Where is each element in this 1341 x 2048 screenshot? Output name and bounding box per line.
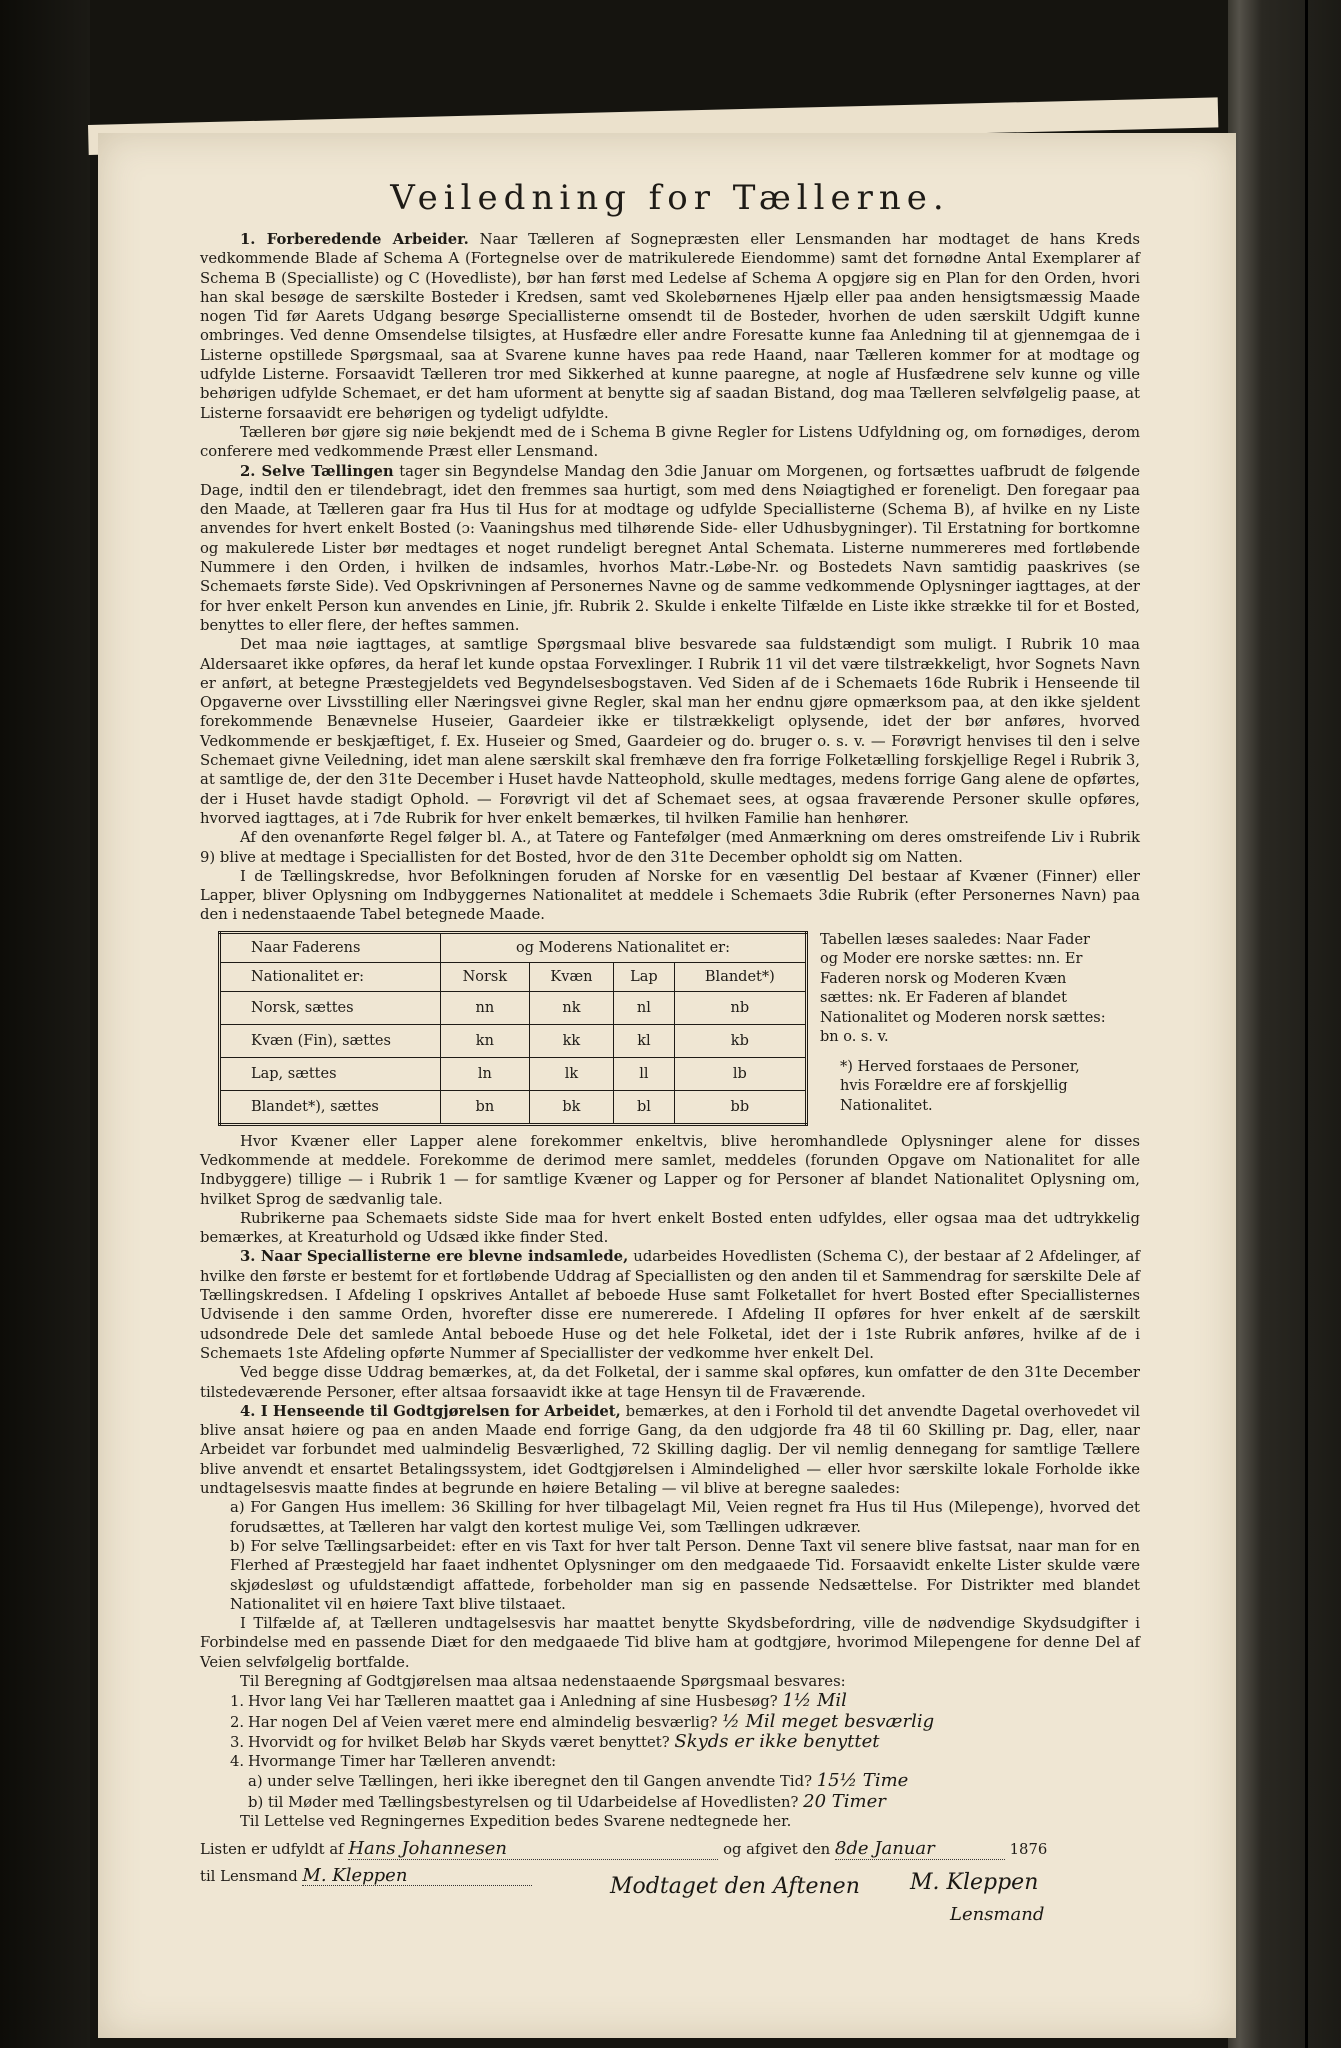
section-2-paragraph-5: Hvor Kvæner eller Lapper alene forekommer enkeltvis, blive heromhandlede Oplysninger alene for disses Vedkommende at meddele. Forekomme de derimod mere samlet, meddeles (forunden Opgave om Nationalitet for alle Indbyggere) tillige — i Rubrik 1 — for samtlige Kvæner og Lapper og for Personer af blandet Nationalitet Oplysning om, hvilket Sprog de sædvanlig tale. [200, 1132, 1140, 1208]
lensmand-line: til Lensmand M. Kleppen [200, 1866, 1140, 1886]
handwritten-lensmand: M. Kleppen [302, 1866, 532, 1886]
handwritten-answer: Skyds er ikke benyttet [674, 1730, 880, 1752]
row-label: Blandet*), sættes [220, 1090, 441, 1124]
table-row [220, 1024, 807, 1057]
section-1-paragraph-2: Tælleren bør gjøre sig nøie bekjendt med de i Schema B givne Regler for Listens Udfyldning og, om fornødiges, derom conferere med vedkommende Præst eller Lensmand. [200, 423, 1140, 461]
handwritten-answer: 15½ Time [816, 1770, 909, 1792]
payment-rule-b: b) For selve Tællingsarbeidet: efter en vis Taxt for hver talt Person. Denne Taxt vil senere blive fastsat, naar man for en Flerhed af Præstegjeld har faaet indhentet Oplysninger om den medgaaede Tid. Forsaavidt enkelte Lister skulde være skjødesløst og ufuldstændigt affattede, forbeholder man sig en passende Nedsættelse. For Distrikter med blandet Nationalitet vil en høiere Taxt blive tilstaaet. [230, 1537, 1140, 1613]
table-cell: nl [614, 991, 675, 1024]
section-2-heading: 2. Selve Tællingen [240, 462, 394, 480]
scan-background-left [0, 0, 90, 2048]
listen-line: Listen er udfyldt af Hans Johannesen og afgivet den 8de Januar 1876 [200, 1838, 1048, 1860]
section-4-paragraph: 4. I Henseende til Godtgjørelsen for Arbeidet, bemærkes, at den i Forhold til det anvendte Dagetal overhovedet vil blive ansat høiere og paa en anden Maade end forrige Gang, da den udgjorde fra 48 til 60 Skilling pr. Dag, eller, naar Arbeidet var forbundet med ualmindelig Besværlighed, 72 Skilling daglig. Der vil nemlig dennegang for samtlige Tællere blive anvendt et ensartet Betalingssystem, idet Godtgjørelsen i Almindelighed — eller hvor særskilte lokale Forholde ikke undtagelsesvis maatte findes at begrunde en høiere Betaling — vil blive at beregne saaledes: [200, 1402, 1140, 1498]
question: 4. Hvormange Timer har Tælleren anvendt: [230, 1753, 557, 1771]
question: 3. Hvorvidt og for hvilket Beløb har Skyds været benyttet? Skyds er ikke benyttet [230, 1730, 880, 1752]
table-cell: bk [529, 1090, 613, 1124]
nationality-block [200, 931, 1140, 1126]
table-cell: lk [529, 1057, 613, 1090]
handwritten-answer: 20 Timer [803, 1790, 886, 1812]
section-4-paragraph-2: I Tilfælde af, at Tælleren undtagelsesvis har maattet benytte Skydsbefordring, ville de nødvendige Skydsudgifter i Forbindelse med en passende Diæt for den medgaaede Tid blive ham at godtgjøre, hvorimod Milepengene for denne Del af Veien selvfølgelig bortfalde. [200, 1615, 1140, 1671]
table-col-header: Norsk [441, 962, 530, 991]
question-4a: a) under selve Tællingen, heri ikke iberegnet den til Gangen anvendte Tid? 15½ Time [248, 1770, 909, 1792]
table-cell: nk [529, 991, 613, 1024]
table-cell: nb [674, 991, 806, 1024]
table-cell: kb [674, 1024, 806, 1057]
row-label: Norsk, sættes [220, 991, 441, 1024]
table-cell: ll [614, 1057, 675, 1090]
table-cell: ln [441, 1057, 530, 1090]
table-row [220, 1057, 807, 1090]
signature-right: M. Kleppen [910, 1870, 1039, 1895]
row-label: Kvæn (Fin), sættes [220, 1024, 441, 1057]
section-2-paragraph-3: Af den ovenanførte Regel følger bl. A., at Tatere og Fantefølger (med Anmærkning om deres omstreifende Liv i Rubrik 9) blive at medtage i Speciallisten for det Bosted, hvor de den 31te December opholdt sig om Natten. [200, 829, 1140, 866]
table-cell: nn [441, 991, 530, 1024]
table-cell: bn [441, 1090, 530, 1124]
nationality-table [218, 931, 808, 1126]
payment-rule-a: a) For Gangen Hus imellem: 36 Skilling for hver tilbagelagt Mil, Veien regnet fra Hus til Hus (Milepenge), hvorved det forudsættes, at Tælleren har valgt den kortest mulige Vei, som Tællingen udkræver. [230, 1499, 1140, 1536]
table-head-father-2: Nationalitet er: [220, 962, 441, 991]
row-label: Lap, sættes [220, 1057, 441, 1090]
table-note: Tabellen læses saaledes: Naar Fader og Moder ere norske sættes: nn. Er Faderen norsk og Moderen Kvæn sættes: nk. Er Faderen af blandet Nationalitet og Moderen norsk sættes: bn o. s. v. [820, 931, 1106, 1046]
table-cell: lb [674, 1057, 806, 1090]
questions-list [200, 1691, 1140, 1812]
table-cell: kk [529, 1024, 613, 1057]
closing-instruction: Til Lettelse ved Regningernes Expedition bedes Svarene nedtegnede her. [240, 1813, 792, 1831]
section-2-paragraph-2: Det maa nøie iagttages, at samtlige Spørgsmaal blive besvarede saa fuldstændigt som muligt. I Rubrik 10 maa Aldersaaret ikke opføres, da heraf let kunde opstaa Forvexlinger. I Rubrik 11 vil det være tilstrækkeligt, hvor Sognets Navn er anført, at betegne Præstegjeldets ved Begyndelsesbogstaven. Ved Siden af de i Schemaets 16de Rubrik i Henseende til Opgaverne over Livsstilling eller Næringsvei givne Regler, skal man her endnu gjøre opmærksom paa, at den ikke sjeldent forekommende Benævnelse Huseier, Gaardeier ikke er tilstrækkeligt oplysende, idet der bør anføres, hvorved Vedkommende er beskjæftiget, f. Ex. Huseier og Smed, Gaardeier og do. bruger o. s. v. — Forøvrigt henvises til den i selve Schemaet givne Veiledning, idet man alene særskilt skal fremhæve den fra forrige Folketælling forskjellige Regel i Rubrik 3, at samtlige de, der den 31te December i Huset havde Natteophold, skulle medtages, medens forrige Gang alene de opførtes, der i Huset havde stadigt Ophold. — Forøvrigt vil det af Schemaet sees, at ogsaa fraværende Personer skulle opføres, hvorved iagttages, at i 7de Rubrik for hver enkelt bemærkes, til hvilken Familie han henhører. [200, 636, 1140, 827]
table-col-header: Kvæn [529, 962, 613, 991]
question-4b: b) til Møder med Tællingsbestyrelsen og til Udarbeidelse af Hovedlisten? 20 Timer [248, 1790, 886, 1812]
signature-title: Lensmand [950, 1904, 1045, 1925]
section-4-paragraph-3: Til Beregning af Godtgjørelsen maa altsaa nedenstaaende Spørgsmaal besvares: [240, 1673, 846, 1690]
table-col-header: Lap [614, 962, 675, 991]
table-row [220, 991, 807, 1024]
book-spine [1228, 0, 1341, 2048]
section-2-paragraph: 2. Selve Tællingen tager sin Begyndelse Mandag den 3die Januar om Morgenen, og fortsættes uafbrudt de følgende Dage, indtil den er tilendebragt, idet den fremmes saa hurtigt, som med dens Nøiagtighed er foreneligt. Den foregaar paa den Maade, at Tælleren gaar fra Hus til Hus for at modtage og udfylde Speciallisterne (Schema B), af hvilke en ny Liste anvendes for hvert enkelt Bosted (ɔ: Vaaningshus med tilhørende Side- eller Udhusbygninger). Til Erstatning for bortkomne og makulerede Lister bør medtages et noget rundeligt beregnet Antal Schemata. Listerne nummereres med fortløbende Nummere i den Orden, i hvilken de indsamles, hvorhos Matr.-Løbe-Nr. og Bostedets Navn samtidig paaskrives (se Schemaets første Side). Ved Opskrivningen af Personernes Navne og de samme vedkommende Oplysninger iagttages, at der for hver enkelt Person kun anvendes en Linie, jfr. Rubrik 2. Skulde i enkelte Tilfælde en Liste ikke strække til for et Bosted, benyttes to eller flere, der heftes sammen. [200, 462, 1140, 634]
section-3-paragraph: 3. Naar Speciallisterne ere blevne indsamlede, udarbeides Hovedlisten (Schema C), der bestaar af 2 Afdelinger, af hvilke den første er bestemt for et fortløbende Uddrag af Speciallisten og den anden til et Sammendrag for særskilte Dele af Tællingskredsen. I Afdeling I opskrives Antallet af beboede Huse samt Folketallet for hvert Bosted efter Speciallisternes Udvisende i den samme Orden, hvorefter disse ere numererede. I Afdeling II opføres for hver enkelt af de særskilt udsondrede Dele det samlede Antal beboede Huse og det hele Folketal, idet der i 1ste Rubrik anføres, hvilke af de i Schemaets 1ste Afdeling opførte Nummer af Speciallister der vedkomme hver enkelt Del. [200, 1248, 1140, 1362]
table-head-father-1: Naar Faderens [220, 932, 441, 962]
page-title: Veiledning for Tællerne. [390, 178, 950, 218]
question: 2. Har nogen Del af Veien været mere end almindelig besværlig? ½ Mil meget besværlig [230, 1710, 935, 1732]
signature-area [610, 1870, 1130, 1960]
question: 1. Hvor lang Vei har Tælleren maattet gaa i Anledning af sine Husbesøg? 1½ Mil [230, 1690, 847, 1712]
section-1-paragraph: 1. Forberedende Arbeider. Naar Tælleren af Sognepræsten eller Lensmanden har modtaget de hans Kreds vedkommende Blade af Schema A (Fortegnelse over de matrikulerede Eiendomme) samt det fornødne Antal Exemplarer af Schema B (Specialliste) og C (Hovedliste), bør han først med Ledelse af Schema A opgjøre sig en Plan for den Orden, hvori han skal besøge de særskilte Bosteder i Kredsen, samt ved Skolebørnenes Hjælp eller paa anden hensigtsmæssig Maade nogen Tid før Aarets Udgang besørge Speciallisterne omsendt til de Bosteder, hvorhen de uden særskilt Udgift kunne ombringes. Ved denne Omsendelse tilsigtes, at Husfædre eller andre Foresatte kunne faa Anledning til at gjennemgaa de i Listerne opstillede Spørgsmaal, saa at Svarene kunne haves paa rede Haand, naar Tælleren kommer for at modtage og udfylde Listerne. Forsaavidt Tælleren tror med Sikkerhed at kunne paaregne, at nogle af Husfædrene selv kunne og ville behørigen udfylde Schemaet, er det ham uforment at benytte sig af saadan Bistand, dog maa Tælleren selvfølgelig paase, at Listerne forsaavidt ere behørigen og tydeligt udfyldte. [200, 231, 1141, 422]
table-cell: bb [674, 1090, 806, 1124]
section-3-paragraph-2: Ved begge disse Uddrag bemærkes, at, da det Folketal, der i samme skal opføres, kun omfatter de den 31te December tilstedeværende Personer, efter altsaa forsaavidt ikke at tage Hensyn til de Fraværende. [200, 1364, 1140, 1401]
document-content [200, 178, 1140, 1886]
signature-left: Modtaget den Aftenen [610, 1874, 860, 1899]
table-head-mother: og Moderens Nationalitet er: [441, 932, 807, 962]
table-cell: kn [441, 1024, 530, 1057]
section-3-heading: 3. Naar Speciallisterne ere blevne indsamlede, [240, 1248, 629, 1266]
handwritten-answer: 1½ Mil [782, 1690, 847, 1712]
section-2-paragraph-4: I de Tællingskredse, hvor Befolkningen foruden af Norske for en væsentlig Del bestaar af Kvæner (Finner) eller Lapper, bliver Oplysning om Indbyggernes Nationalitet at meddele i Schemaets 3die Rubrik (efter Personernes Navn) paa den i nedenstaaende Tabel betegnede Maade. [200, 867, 1140, 924]
spine-edge-line [1305, 0, 1308, 2048]
table-cell: kl [614, 1024, 675, 1057]
section-4-heading: 4. I Henseende til Godtgjørelsen for Arbeidet, [240, 1402, 621, 1420]
table-explanation [820, 931, 1110, 1126]
table-cell: bl [614, 1090, 675, 1124]
table-row [220, 1090, 807, 1124]
handwritten-counter-name: Hans Johannesen [348, 1839, 718, 1859]
table-col-header: Blandet*) [674, 962, 806, 991]
section-1-heading: 1. Forberedende Arbeider. [240, 231, 469, 248]
section-2-paragraph-6: Rubrikerne paa Schemaets sidste Side maa for hvert enkelt Bosted enten udfyldes, eller ogsaa maa det udtrykkelig bemærkes, at Kreaturhold og Udsæd ikke finder Sted. [200, 1209, 1140, 1247]
handwritten-answer: ½ Mil meget besværlig [722, 1710, 935, 1732]
handwritten-date: 8de Januar [835, 1839, 1005, 1859]
table-footnote: *) Herved forstaaes de Personer, hvis Forældre ere af forskjellig Nationalitet. [840, 1058, 1080, 1114]
